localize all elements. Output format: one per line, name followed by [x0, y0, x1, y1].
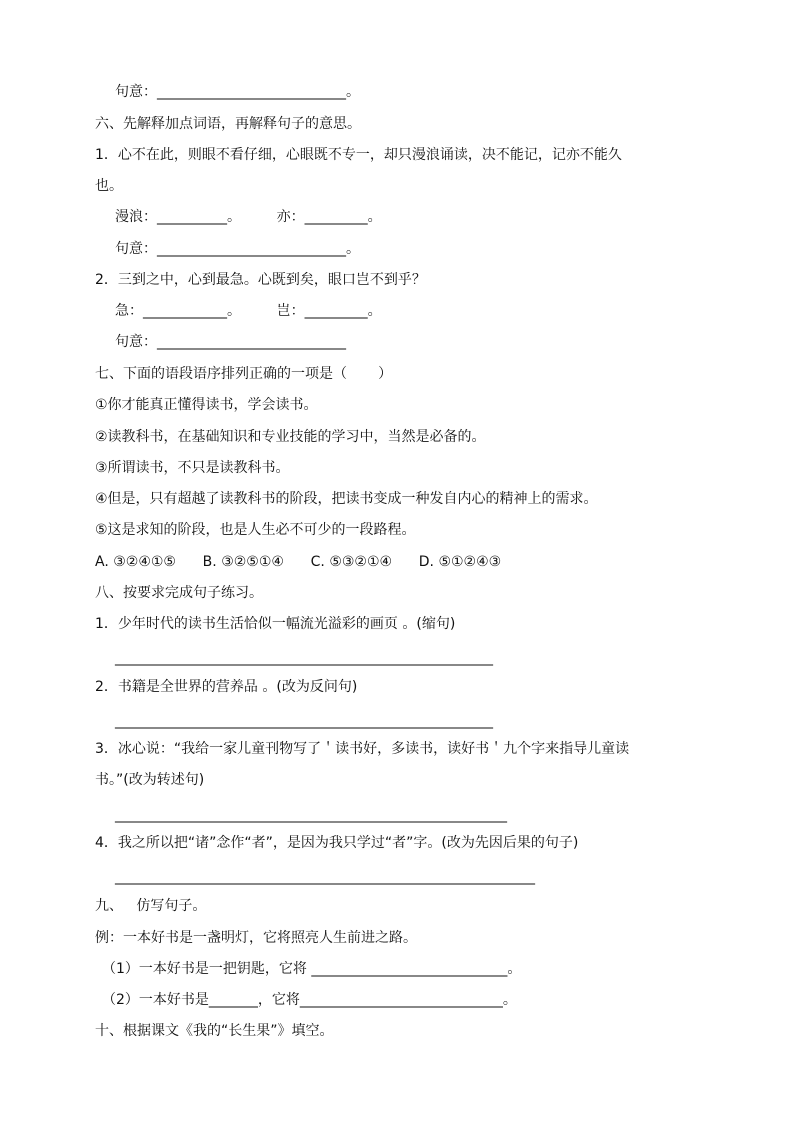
section-8-heading: 八、按要求完成句子练习。: [95, 585, 263, 601]
q8-1-answer-line: ______________________________________________________: [115, 650, 493, 666]
q8-2-answer-line: ______________________________________________________: [115, 713, 493, 729]
sentence-option-5: ⑤这是求知的阶段，也是人生必不可少的一段路程。: [95, 522, 416, 538]
q8-3-prompt-continued: 书。”(改为转述句): [95, 772, 205, 788]
q6-1-sentence-meaning: 句意：___________________________。: [115, 241, 360, 257]
q8-4-prompt: 4．我之所以把“诸”念作“者”，是因为我只学过“者”字。(改为先因后果的句子): [95, 835, 579, 851]
sentence-option-4: ④但是，只有超越了读教科书的阶段，把读书变成一种发自内心的精神上的需求。: [95, 491, 598, 507]
answer-choices: A. ③②④①⑤ B. ③②⑤①④ C. ⑤③②①④ D. ⑤①②④③: [95, 554, 502, 570]
q8-1-prompt: 1．少年时代的读书生活恰似一幅流光溢彩的画页 。(缩句): [95, 616, 456, 632]
q8-3-prompt: 3．冰心说：“我给一家儿童刊物写了＇读书好，多读书，读好书＇九个字来指导儿童读: [95, 741, 630, 757]
q9-2-prompt: （2）一本好书是_______，它将_____________________________。: [102, 992, 517, 1008]
section-10-heading: 十、根据课文《我的“长生果”》填空。: [95, 1023, 334, 1039]
section-9-heading: 九、 仿写句子。: [95, 898, 207, 914]
q6-1-word-explanations: 漫浪：__________。 亦：_________。: [115, 209, 382, 225]
q8-4-answer-line: ____________________________________________________________: [115, 869, 535, 885]
q8-2-prompt: 2．书籍是全世界的营养品 。(改为反问句): [95, 679, 358, 695]
q6-1-passage: 1．心不在此，则眼不看仔细，心眼既不专一，却只漫浪诵读，决不能记，记亦不能久: [95, 147, 622, 163]
q8-3-answer-line: ________________________________________________________: [115, 807, 507, 823]
sentence-option-2: ②读教科书，在基础知识和专业技能的学习中，当然是必备的。: [95, 429, 486, 445]
q6-2-passage: 2．三到之中，心到最急。心既到矣，眼口岂不到乎？: [95, 272, 426, 288]
sentence-option-1: ①你才能真正懂得读书，学会读书。: [95, 397, 318, 413]
section-7-heading: 七、下面的语段语序排列正确的一项是（ ）: [95, 366, 393, 382]
sentence-option-3: ③所谓读书，不只是读教科书。: [95, 460, 290, 476]
q6-1-passage-continued: 也。: [95, 178, 123, 194]
q6-2-word-explanations: 急：____________。 岂：_________。: [115, 303, 382, 319]
q9-1-prompt: （1）一本好书是一把钥匙，它将 ____________________________。: [102, 961, 522, 977]
q6-2-sentence-meaning: 句意：___________________________: [115, 334, 346, 350]
section-6-heading: 六、先解释加点词语，再解释句子的意思。: [95, 116, 361, 132]
q5-sentence-meaning-line: 句意：___________________________。: [115, 84, 360, 100]
q9-example: 例：一本好书是一盏明灯，它将照亮人生前进之路。: [95, 930, 417, 946]
